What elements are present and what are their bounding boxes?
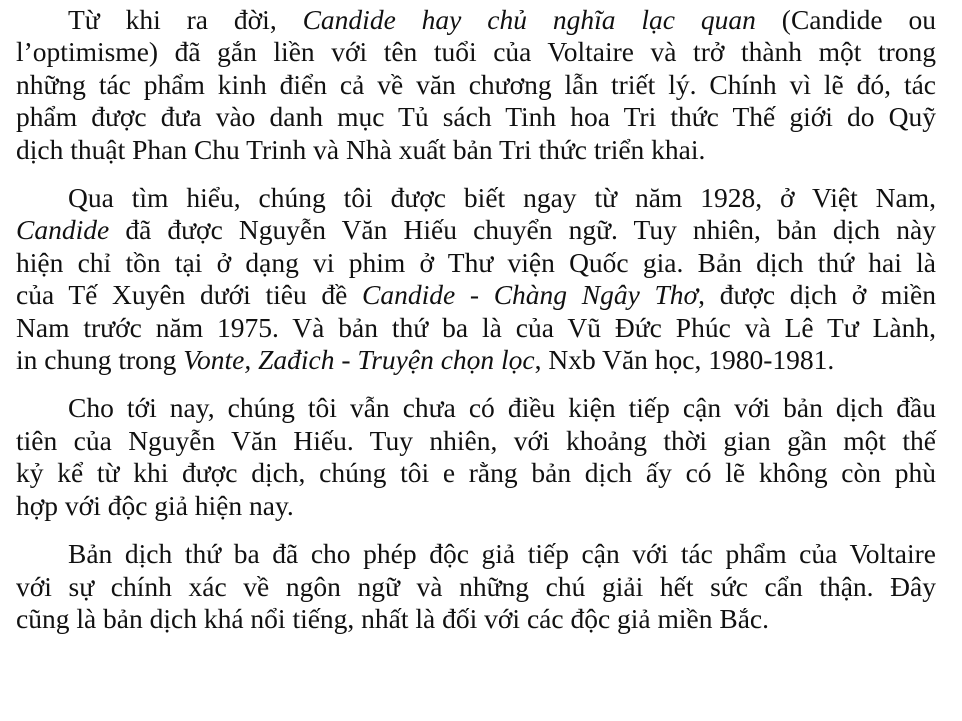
text-line — [16, 182, 936, 214]
body-text: kỷ kể từ khi được dịch, chúng tôi e rằng bản dịch ấy có lẽ không còn phù — [16, 457, 936, 489]
text-line — [16, 538, 936, 570]
text-line — [16, 36, 936, 68]
text-line — [16, 134, 936, 166]
body-text: cũng là bản dịch khá nổi tiếng, nhất là đối với các độc giả miền Bắc. — [16, 602, 769, 634]
paragraph — [16, 538, 936, 635]
text-line — [16, 490, 936, 522]
text-line — [16, 344, 936, 376]
text-line — [16, 247, 936, 279]
body-text: (Candide ou — [755, 4, 936, 35]
text-line — [16, 69, 936, 101]
body-text: của Tế Xuyên dưới tiêu đề — [16, 279, 363, 311]
body-text: Cho tới nay, chúng tôi vẫn chưa có điều kiện tiếp cận với bản dịch đầu — [68, 392, 936, 424]
italic-title-text: Candide hay chủ nghĩa lạc quan — [302, 4, 756, 35]
body-text: in chung trong — [16, 344, 184, 376]
text-line — [16, 571, 936, 603]
text-line — [16, 279, 936, 311]
paragraph — [16, 182, 936, 376]
italic-title-text: Candide - Chàng Ngây Thơ — [362, 279, 699, 311]
text-line — [16, 4, 936, 36]
text-line — [16, 457, 936, 489]
body-text: Từ khi ra đời, — [68, 4, 303, 35]
body-text: hợp với độc giả hiện nay. — [16, 489, 294, 521]
text-line — [16, 425, 936, 457]
text-line — [16, 101, 936, 133]
text-line — [16, 214, 936, 246]
italic-title-text: Vonte, Zađich - Truyện chọn lọc — [183, 344, 535, 376]
text-line — [16, 392, 936, 424]
body-text: dịch thuật Phan Chu Trinh và Nhà xuất bản Tri thức triển khai. — [16, 133, 706, 165]
body-text: Bản dịch thứ ba đã cho phép độc giả tiếp cận với tác phẩm của Voltaire — [68, 538, 936, 570]
body-text: , được dịch ở miền — [698, 279, 936, 311]
body-text: những tác phẩm kinh điển cả về văn chương lẫn triết lý. Chính vì lẽ đó, tác — [16, 68, 936, 100]
text-line — [16, 312, 936, 344]
body-text: l’optimisme) đã gắn liền với tên tuổi của Voltaire và trở thành một trong — [16, 36, 936, 68]
body-text: Nam trước năm 1975. Và bản thứ ba là của Vũ Đức Phúc và Lê Tư Lành, — [16, 311, 936, 343]
italic-title-text: Candide — [16, 214, 110, 246]
body-text: phẩm được đưa vào danh mục Tủ sách Tinh hoa Tri thức Thế giới do Quỹ — [16, 101, 936, 133]
body-text: với sự chính xác về ngôn ngữ và những chú giải hết sức cẩn thận. Đây — [16, 570, 936, 602]
body-text: đã được Nguyễn Văn Hiếu chuyển ngữ. Tuy nhiên, bản dịch này — [109, 214, 936, 246]
body-text: hiện chỉ tồn tại ở dạng vi phim ở Thư viện Quốc gia. Bản dịch thứ hai là — [16, 246, 936, 278]
paragraph — [16, 392, 936, 522]
body-text: Qua tìm hiểu, chúng tôi được biết ngay từ năm 1928, ở Việt Nam, — [68, 182, 936, 214]
text-line — [16, 603, 936, 635]
body-text: tiên của Nguyễn Văn Hiếu. Tuy nhiên, với khoảng thời gian gần một thế — [16, 424, 936, 456]
body-text: , Nxb Văn học, 1980-1981. — [534, 344, 835, 376]
paragraph — [16, 4, 936, 166]
